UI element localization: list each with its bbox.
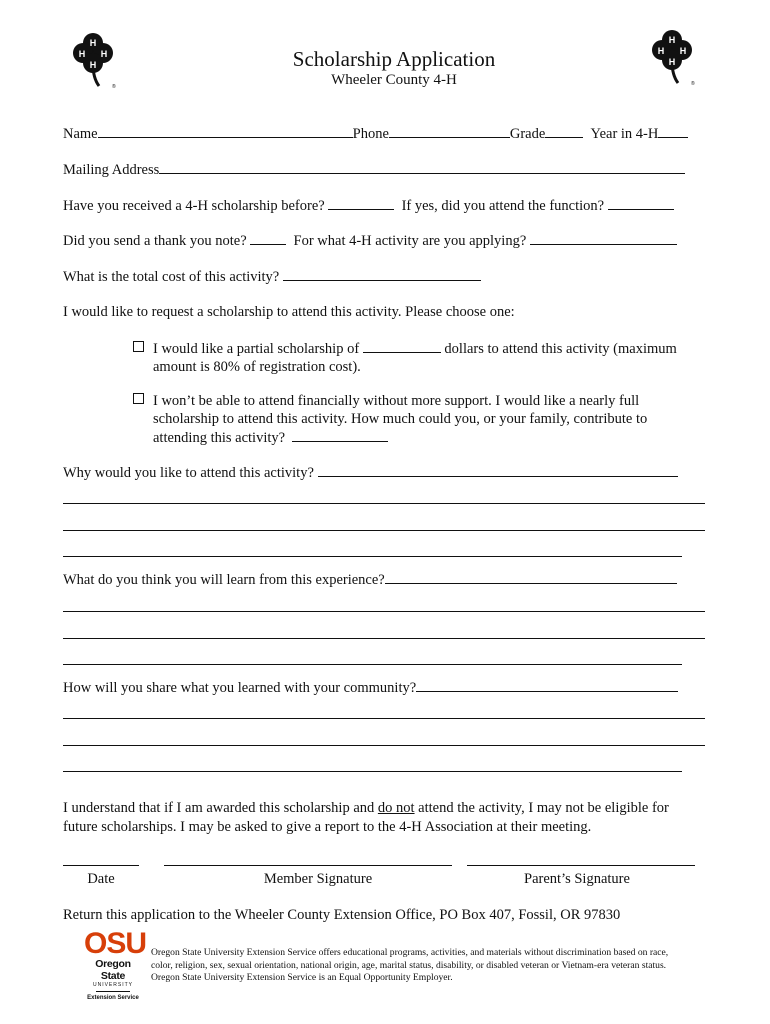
option-full-line1: I won’t be able to attend financially without more support. I would like a nearly full	[153, 393, 640, 409]
learn-question: What do you think you will learn from this experience?	[63, 572, 385, 588]
activity-question: For what 4-H activity are you applying?	[293, 233, 527, 249]
learn-answer-line-1[interactable]	[63, 611, 705, 612]
thankyou-field[interactable]	[250, 231, 286, 245]
footer-line-2: color, religion, sex, sexual orientation, national origin, age, marital status, disability, or disabled veteran or Vietnam-era veteran status.	[151, 959, 667, 971]
clover-h-left: H	[657, 46, 665, 56]
why-row	[63, 463, 678, 482]
grade-field[interactable]	[545, 124, 583, 138]
clover-h-right: H	[100, 49, 108, 59]
option-partial	[133, 339, 677, 376]
option-partial-line1b: dollars to attend this activity (maximum	[444, 341, 677, 357]
mailing-row	[63, 160, 685, 179]
partial-amount-field[interactable]	[363, 339, 441, 353]
name-row	[63, 124, 688, 143]
page-title: Scholarship Application	[292, 47, 496, 71]
learn-answer-line-3[interactable]	[63, 664, 682, 665]
share-field[interactable]	[416, 678, 678, 692]
footer-line-1: Oregon State University Extension Service offers educational programs, activities, and materials without discrimination based on race,	[151, 947, 669, 958]
date-signature-line[interactable]	[63, 865, 139, 866]
registered-mark: ®	[112, 84, 116, 90]
osu-logo-name: Oregon State	[95, 958, 131, 982]
learn-field[interactable]	[385, 570, 677, 584]
clover-h-left: H	[78, 49, 86, 59]
mailing-field[interactable]	[159, 160, 685, 174]
cost-question: What is the total cost of this activity?	[63, 269, 280, 285]
member-signature-line[interactable]	[164, 865, 452, 866]
full-checkbox[interactable]	[133, 393, 144, 404]
option-full-line2: scholarship to attend this activity. How much could you, or your family, contribute to	[153, 411, 648, 427]
option-partial-line2: amount is 80% of registration cost).	[153, 359, 361, 375]
share-answer-line-1[interactable]	[63, 718, 705, 719]
year-label: Year in 4-H	[590, 126, 659, 142]
agreement-part2: attend the activity, I may not be eligible for	[414, 800, 669, 816]
request-text: I would like to request a scholarship to attend this activity. Please choose one:	[63, 304, 515, 320]
osu-logo-university: UNIVERSITY	[92, 982, 133, 988]
osu-logo-mark: OSU	[84, 927, 147, 960]
phone-label: Phone	[352, 126, 389, 142]
grade-label: Grade	[509, 126, 546, 142]
osu-logo-service: Extension Service	[87, 995, 139, 1001]
clover-h-bottom: H	[668, 57, 676, 67]
share-answer-line-3[interactable]	[63, 771, 682, 772]
cost-field[interactable]	[283, 267, 481, 281]
page-subtitle: Wheeler County 4-H	[331, 72, 457, 88]
mailing-label: Mailing Address	[63, 162, 160, 178]
option-partial-line1: I would like a partial scholarship of	[153, 341, 360, 357]
option-full-line3: attending this activity?	[153, 430, 286, 446]
return-instructions: Return this application to the Wheeler County Extension Office, PO Box 407, Fossil, OR 97830	[63, 907, 621, 923]
agreement-text	[63, 799, 669, 817]
phone-field[interactable]	[389, 124, 510, 138]
why-field[interactable]	[318, 463, 678, 477]
parent-signature-line[interactable]	[467, 865, 695, 866]
agreement-part1: I understand that if I am awarded this scholarship and	[63, 800, 378, 816]
contribution-field[interactable]	[292, 428, 388, 442]
nondiscrimination-statement	[151, 947, 711, 985]
share-question: How will you share what you learned with your community?	[63, 680, 417, 696]
date-caption: Date	[87, 871, 115, 887]
why-question: Why would you like to attend this activity?	[63, 465, 314, 481]
why-answer-line-1[interactable]	[63, 503, 705, 504]
received-field[interactable]	[328, 196, 394, 210]
received-row	[63, 196, 674, 215]
activity-field[interactable]	[530, 231, 677, 245]
year-field[interactable]	[658, 124, 688, 138]
function-field[interactable]	[608, 196, 674, 210]
thankyou-question: Did you send a thank you note?	[63, 233, 247, 249]
agreement-emphasis: do not	[377, 800, 415, 816]
learn-answer-line-2[interactable]	[63, 638, 705, 639]
why-answer-line-3[interactable]	[63, 556, 682, 557]
footer-line-3: Oregon State University Extension Service is an Equal Opportunity Employer.	[151, 972, 453, 983]
partial-checkbox[interactable]	[133, 341, 144, 352]
share-row	[63, 678, 678, 697]
parent-signature-caption: Parent’s Signature	[524, 871, 630, 887]
osu-logo	[84, 927, 147, 1002]
thankyou-row	[63, 231, 677, 250]
name-field[interactable]	[98, 124, 353, 138]
clover-h-top: H	[668, 35, 676, 45]
clover-h-top: H	[89, 38, 97, 48]
clover-h-bottom: H	[89, 60, 97, 70]
why-answer-line-2[interactable]	[63, 530, 705, 531]
clover-h-right: H	[679, 46, 687, 56]
registered-mark: ®	[691, 81, 695, 87]
option-full	[133, 392, 647, 447]
learn-row	[63, 570, 677, 589]
agreement-line2: future scholarships. I may be asked to give a report to the 4-H Association at their meeting.	[63, 819, 592, 835]
cost-row	[63, 267, 481, 286]
function-question: If yes, did you attend the function?	[401, 198, 605, 214]
share-answer-line-2[interactable]	[63, 745, 705, 746]
received-question: Have you received a 4-H scholarship before?	[63, 198, 325, 214]
name-label: Name	[63, 126, 98, 142]
member-signature-caption: Member Signature	[263, 871, 373, 887]
